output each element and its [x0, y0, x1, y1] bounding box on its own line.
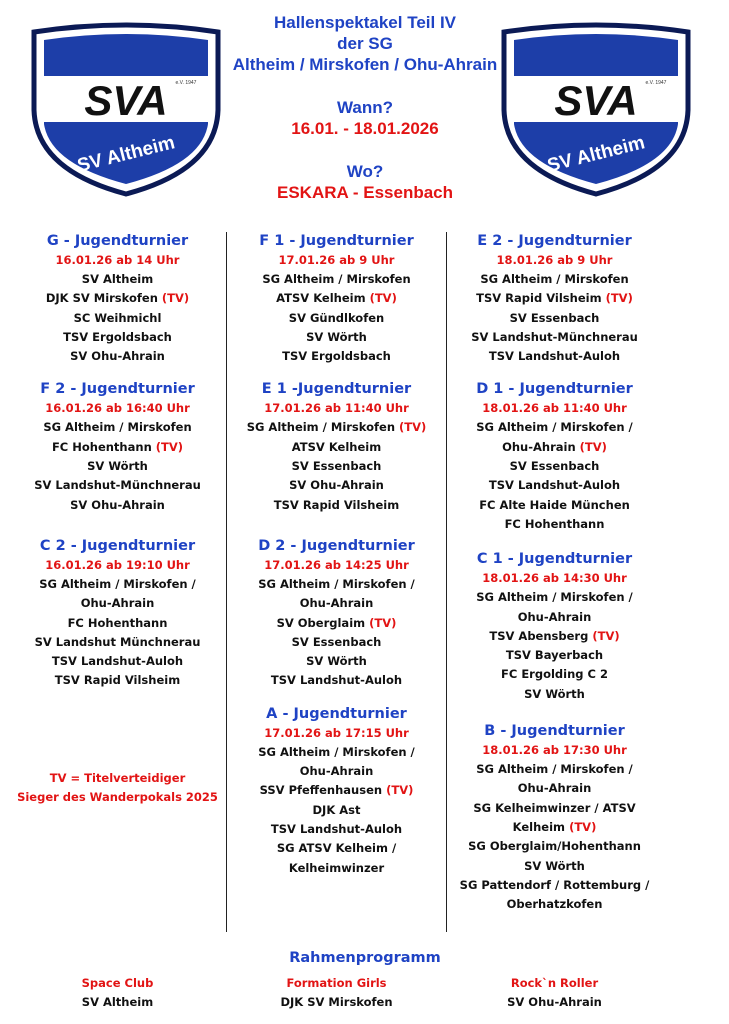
show-team: SV Ohu-Ahrain	[507, 995, 602, 1009]
team-name: SG Altheim / Mirskofen /	[476, 420, 633, 435]
tournament-title: B - Jugendturnier	[484, 723, 625, 740]
team-entry	[447, 309, 662, 328]
team-name: SG Kelheimwinzer / ATSV	[473, 800, 636, 815]
team-entry	[447, 608, 662, 627]
team-name: SV Landshut-Münchnerau	[34, 478, 201, 493]
title-holder-badge: (TV)	[399, 420, 427, 435]
team-entry	[229, 743, 444, 762]
team-name: SV Ohu-Ahrain	[289, 478, 384, 493]
team-entry	[229, 671, 444, 690]
team-name: Ohu-Ahrain	[517, 609, 592, 624]
rahmenprogramm-item	[10, 974, 225, 1012]
show-name: Rock`n Roller	[510, 976, 599, 990]
sv-altheim-logo-right	[496, 14, 696, 198]
team-name: SG Altheim / Mirskofen /	[258, 576, 415, 591]
title-holder-badge: (TV)	[592, 628, 620, 643]
tournament-title: E 1 -Jugendturnier	[261, 381, 412, 398]
team-name: SV Wörth	[306, 329, 367, 344]
sv-altheim-logo-left	[26, 14, 226, 198]
tournament-date: 18.01.26 ab 9 Uhr	[496, 253, 613, 267]
show-team: DJK SV Mirskofen	[280, 995, 393, 1009]
tournament-block	[447, 232, 662, 366]
team-entry	[229, 418, 444, 437]
tournament-block	[10, 380, 225, 514]
team-name: TSV Abensberg	[489, 628, 589, 643]
when-label: Wann?	[336, 98, 394, 117]
team-name: SV Essenbach	[291, 634, 382, 649]
team-entry	[10, 575, 225, 594]
team-entry	[447, 837, 662, 856]
team-name: SV Wörth	[87, 459, 148, 474]
show-name: Space Club	[81, 976, 154, 990]
team-name: TSV Ergoldsbach	[63, 329, 172, 344]
event-title-line: Hallenspektakel Teil IV	[273, 13, 457, 32]
title-holder-badge: (TV)	[161, 291, 190, 306]
legend-line: Sieger des Wanderpokals 2025	[17, 789, 218, 804]
team-name: ATSV Kelheim	[291, 439, 382, 454]
event-header	[205, 12, 525, 203]
show-team: SV Altheim	[81, 995, 154, 1009]
when-value: 16.01. - 18.01.2026	[291, 119, 439, 138]
team-name: FC Hohenthann	[67, 615, 168, 630]
team-name: SC Weihmichl	[73, 310, 162, 325]
team-name: SG Altheim / Mirskofen	[480, 272, 629, 286]
team-entry	[229, 496, 444, 515]
team-entry	[447, 857, 662, 876]
team-entry	[447, 418, 662, 437]
team-name: DJK Ast	[312, 802, 361, 817]
team-entry	[447, 895, 662, 914]
team-name: SG Oberglaim/Hohenthann	[468, 839, 641, 854]
team-name: TSV Landshut-Auloh	[270, 673, 403, 688]
team-name: FC Hohenthann	[51, 439, 152, 454]
title-holder-badge: (TV)	[569, 819, 597, 834]
tournament-date: 17.01.26 ab 14:25 Uhr	[264, 557, 409, 572]
team-name: SV Ohu-Ahrain	[70, 497, 165, 512]
tournament-block	[447, 550, 662, 704]
team-name: TSV Bayerbach	[505, 648, 604, 663]
event-title-line: Altheim / Mirskofen / Ohu-Ahrain	[232, 55, 498, 74]
team-entry	[447, 476, 662, 495]
team-name: TSV Landshut-Auloh	[488, 478, 621, 493]
team-name: TSV Rapid Vilsheim	[54, 673, 181, 688]
team-entry	[447, 876, 662, 895]
team-entry	[229, 762, 444, 781]
team-name: FC Alte Haide München	[479, 497, 630, 512]
team-name: Kelheimwinzer	[288, 860, 385, 875]
team-entry	[10, 289, 225, 308]
team-name: SG Altheim / Mirskofen	[246, 420, 396, 435]
title-holder-badge: (TV)	[369, 615, 397, 630]
team-name: SG Altheim / Mirskofen	[43, 420, 192, 435]
team-entry	[229, 781, 444, 800]
tournament-block	[229, 537, 444, 691]
tournament-block	[229, 705, 444, 878]
team-name: SV Essenbach	[291, 459, 382, 474]
team-entry	[229, 457, 444, 476]
team-name: Oberhatzkofen	[506, 897, 603, 912]
rahmenprogramm-title: Rahmenprogramm	[289, 950, 441, 966]
team-name: Ohu-Ahrain	[80, 596, 155, 611]
team-entry	[229, 801, 444, 820]
team-entry	[447, 438, 662, 457]
team-name: TSV Ergoldsbach	[282, 349, 391, 364]
svg-text:SV Altheim: SV Altheim	[75, 132, 177, 177]
team-entry	[10, 594, 225, 613]
team-entry	[10, 457, 225, 476]
team-name: SV Landshut-Münchnerau	[471, 329, 638, 344]
team-name: SV Wörth	[306, 654, 367, 669]
tournament-block	[10, 232, 225, 366]
tournament-block	[447, 722, 662, 914]
team-name: FC Hohenthann	[504, 516, 605, 531]
team-name: SV Ohu-Ahrain	[70, 349, 165, 364]
tournament-date: 17.01.26 ab 17:15 Uhr	[264, 725, 409, 740]
team-entry	[229, 289, 444, 308]
team-entry	[229, 328, 444, 347]
tournament-date: 18.01.26 ab 14:30 Uhr	[482, 571, 627, 586]
team-entry	[229, 614, 444, 633]
team-entry	[10, 270, 225, 289]
team-name: SSV Pfeffenhausen	[259, 783, 383, 798]
team-entry	[10, 614, 225, 633]
event-title-line: der SG	[337, 34, 393, 53]
svg-text:SVA: SVA	[84, 77, 168, 124]
team-entry	[447, 818, 662, 837]
team-entry	[447, 779, 662, 798]
team-entry	[229, 270, 444, 289]
team-name: SV Altheim	[81, 272, 154, 286]
team-name: SV Oberglaim	[276, 615, 366, 630]
schedule-column-saturday	[229, 232, 444, 878]
team-name: SV Wörth	[524, 686, 585, 701]
tournament-title: G - Jugendturnier	[46, 233, 189, 249]
rahmenprogramm-item	[447, 974, 662, 1012]
tournament-title: F 2 - Jugendturnier	[40, 381, 195, 398]
team-entry	[10, 309, 225, 328]
team-entry	[10, 438, 225, 457]
tournament-title: F 1 - Jugendturnier	[259, 233, 414, 249]
team-name: Ohu-Ahrain	[299, 764, 374, 779]
team-name: Kelheim	[512, 819, 566, 834]
tournament-title: D 1 - Jugendturnier	[476, 381, 633, 398]
schedule-column-friday	[10, 232, 225, 807]
tournament-block	[10, 537, 225, 691]
team-entry	[229, 309, 444, 328]
team-entry	[447, 496, 662, 515]
team-name: SG Altheim / Mirskofen /	[258, 744, 415, 759]
team-entry	[229, 594, 444, 613]
team-name: Ohu-Ahrain	[517, 781, 592, 796]
team-entry	[10, 671, 225, 690]
title-holder-badge: (TV)	[369, 291, 397, 306]
team-entry	[447, 270, 662, 289]
where-label: Wo?	[346, 162, 384, 181]
team-entry	[10, 328, 225, 347]
team-name: Ohu-Ahrain	[502, 439, 576, 454]
legend-line: TV = Titelverteidiger	[49, 770, 186, 785]
team-entry	[447, 646, 662, 665]
tournament-date: 18.01.26 ab 17:30 Uhr	[482, 743, 627, 758]
svg-text:e.V. 1947: e.V. 1947	[175, 80, 197, 86]
team-name: ATSV Kelheim	[276, 291, 366, 306]
tournament-date: 17.01.26 ab 9 Uhr	[278, 253, 395, 267]
team-name: SG Altheim / Mirskofen	[262, 272, 411, 286]
team-name: TSV Landshut-Auloh	[270, 821, 403, 836]
team-entry	[447, 289, 662, 308]
team-entry	[10, 418, 225, 437]
team-name: SV Landshut Münchnerau	[34, 634, 201, 649]
tournament-date: 16.01.26 ab 14 Uhr	[55, 253, 180, 267]
team-name: SV Essenbach	[509, 310, 600, 325]
team-entry	[10, 633, 225, 652]
title-holder-badge: (TV)	[155, 439, 184, 454]
tournament-title: E 2 - Jugendturnier	[477, 233, 632, 249]
team-name: FC Ergolding C 2	[501, 667, 608, 682]
team-entry	[229, 839, 444, 858]
tournament-title: A - Jugendturnier	[266, 705, 407, 722]
team-name: TSV Rapid Vilsheim	[273, 497, 400, 512]
team-entry	[447, 760, 662, 779]
tournament-title: D 2 - Jugendturnier	[258, 537, 415, 554]
rahmenprogramm-item	[229, 974, 444, 1012]
team-entry	[447, 328, 662, 347]
team-entry	[229, 476, 444, 495]
svg-text:SVA: SVA	[554, 77, 638, 124]
team-entry	[229, 438, 444, 457]
team-name: SG ATSV Kelheim /	[276, 841, 397, 856]
team-name: SV Essenbach	[509, 459, 600, 474]
team-name: SG Altheim / Mirskofen /	[39, 576, 196, 591]
tournament-block	[229, 232, 444, 366]
team-entry	[447, 685, 662, 704]
team-entry	[229, 633, 444, 652]
where-value: ESKARA - Essenbach	[276, 183, 454, 202]
svg-text:SV Altheim: SV Altheim	[545, 132, 647, 177]
team-entry	[447, 665, 662, 684]
team-name: SV Wörth	[524, 858, 585, 873]
team-entry	[447, 799, 662, 818]
team-entry	[229, 575, 444, 594]
column-divider	[226, 232, 227, 932]
tournament-date: 18.01.26 ab 11:40 Uhr	[482, 401, 627, 416]
team-name: TSV Landshut-Auloh	[51, 654, 184, 669]
team-entry	[10, 476, 225, 495]
team-name: SG Altheim / Mirskofen /	[476, 590, 633, 605]
team-entry	[229, 859, 444, 878]
team-entry	[447, 627, 662, 646]
show-name: Formation Girls	[286, 976, 387, 990]
tournament-date: 16.01.26 ab 16:40 Uhr	[45, 401, 190, 416]
tournament-block	[447, 380, 662, 534]
schedule-column-sunday	[447, 232, 662, 914]
team-entry	[447, 457, 662, 476]
team-entry	[447, 515, 662, 534]
title-holder-badge: (TV)	[386, 783, 414, 798]
team-name: TSV Landshut-Auloh	[488, 349, 621, 364]
tournament-date: 17.01.26 ab 11:40 Uhr	[264, 401, 409, 416]
team-entry	[447, 347, 662, 366]
tournament-title: C 2 - Jugendturnier	[39, 537, 196, 554]
team-name: TSV Rapid Vilsheim	[476, 291, 602, 306]
team-name: SG Pattendorf / Rottemburg /	[459, 877, 650, 892]
team-name: SG Altheim / Mirskofen /	[476, 762, 633, 777]
tournament-block	[229, 380, 444, 514]
team-entry	[10, 652, 225, 671]
team-entry	[229, 652, 444, 671]
team-entry	[10, 347, 225, 366]
tournament-title: C 1 - Jugendturnier	[476, 551, 633, 568]
tournament-date: 16.01.26 ab 19:10 Uhr	[45, 557, 190, 572]
svg-text:e.V. 1947: e.V. 1947	[645, 80, 667, 86]
team-entry	[447, 588, 662, 607]
team-entry	[10, 496, 225, 515]
team-name: DJK SV Mirskofen	[45, 291, 158, 306]
team-entry	[229, 820, 444, 839]
team-name: SV Gündlkofen	[288, 310, 385, 325]
title-holder-badge: (TV)	[579, 439, 607, 454]
tv-legend	[10, 769, 225, 807]
team-entry	[229, 347, 444, 366]
team-name: Ohu-Ahrain	[299, 596, 374, 611]
title-holder-badge: (TV)	[605, 291, 633, 306]
